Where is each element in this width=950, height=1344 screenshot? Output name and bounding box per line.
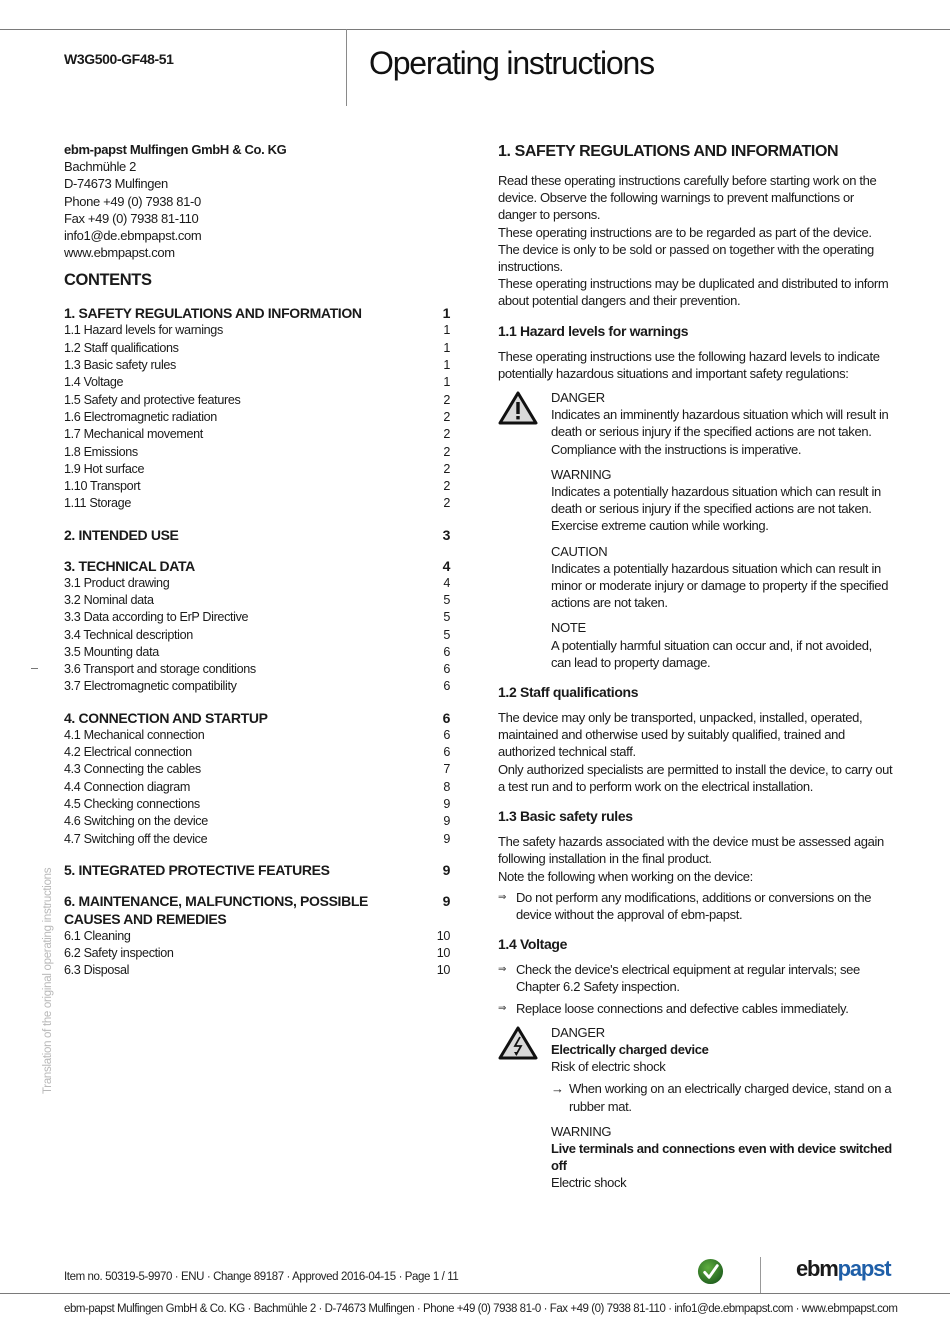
toc-entry[interactable]: 4.4 Connection diagram 8 bbox=[64, 779, 450, 794]
toc-section-6 bbox=[64, 892, 450, 980]
list-item: ⇒ Do not perform any modifications, additions or conversions on the device without the approval of ebm-papst. bbox=[498, 889, 872, 922]
toc-heading[interactable]: 5. INTEGRATED PROTECTIVE FEATURES 9 bbox=[64, 861, 450, 878]
footer-address: ebm-papst Mulfingen GmbH & Co. KG · Bachmühle 2 · D-74673 Mulfingen · Phone +49 (0) 7938 81-0 · Fax +49 (0) 7938 81-110 · info1@de.ebmpapst.com · www.ebmpapst.com bbox=[64, 1303, 898, 1315]
toc-entry[interactable]: 4.5 Checking connections 9 bbox=[64, 796, 450, 811]
subsection-title: 1.1 Hazard levels for warnings bbox=[498, 322, 689, 339]
hazard-note: NOTE A potentially harmful situation can occur and, if not avoided, can lead to property damage. bbox=[551, 620, 872, 670]
contents-title: CONTENTS bbox=[64, 271, 152, 290]
address-city: D-74673 Mulfingen bbox=[64, 176, 168, 192]
model-number: W3G500-GF48-51 bbox=[64, 51, 174, 67]
translation-note: Translation of the original operating instructions bbox=[42, 867, 54, 1094]
toc-entry[interactable]: 3.2 Nominal data 5 bbox=[64, 592, 450, 607]
right-column bbox=[498, 141, 893, 1200]
toc-entry[interactable]: 6.3 Disposal 10 bbox=[64, 963, 450, 978]
toc-entry[interactable]: 4.2 Electrical connection 6 bbox=[64, 745, 450, 760]
toc-entry[interactable]: 3.3 Data according to ErP Directive 5 bbox=[64, 610, 450, 625]
toc-entry[interactable]: 3.6 Transport and storage conditions 6 bbox=[64, 662, 450, 677]
hazard-caution: CAUTION Indicates a potentially hazardous situation which can result in minor or moderate injury or damage to property if the specified actions are not taken. bbox=[551, 543, 889, 611]
voltage-hazards bbox=[498, 1024, 893, 1192]
document-title: Operating instructions bbox=[369, 45, 654, 81]
toc-entry[interactable]: 3.1 Product drawing 4 bbox=[64, 575, 450, 590]
subsection-title: 1.3 Basic safety rules bbox=[498, 808, 633, 825]
toc-heading[interactable]: 1. SAFETY REGULATIONS AND INFORMATION 1 bbox=[64, 305, 450, 322]
toc-entry[interactable]: 6.1 Cleaning 10 bbox=[64, 928, 450, 943]
list-item: ⇒ Replace loose connections and defective cables immediately. bbox=[498, 1000, 849, 1016]
hazard-danger: DANGER Indicates an imminently hazardous situation which will result in death or serious injury if the specified actions are not taken. Compliance with the instructions is imperative. bbox=[551, 390, 889, 457]
company-name: ebm-papst Mulfingen GmbH & Co. KG bbox=[64, 142, 287, 157]
toc-entry[interactable]: 4.3 Connecting the cables 7 bbox=[64, 762, 450, 777]
toc-entry[interactable]: 1.3 Basic safety rules 1 bbox=[64, 358, 450, 373]
toc-entry[interactable]: 1.11 Storage 2 bbox=[64, 496, 450, 511]
toc-entry[interactable]: 4.7 Switching off the device 9 bbox=[64, 831, 450, 846]
toc-entry[interactable]: 1.10 Transport 2 bbox=[64, 479, 450, 494]
header-rule bbox=[0, 29, 950, 30]
paragraph: The device may only be transported, unpacked, installed, operated, maintained and otherwise used by suitably qualified, trained and authorized technical staff. bbox=[498, 710, 863, 760]
paragraph: The safety hazards associated with the device must be assessed again following installation in the final product. bbox=[498, 834, 884, 867]
fold-mark bbox=[31, 668, 38, 669]
toc-section-4 bbox=[64, 709, 450, 848]
paragraph: Only authorized specialists are permitted to install the device, to carry out a test run and to perform work on the electrical installation. bbox=[498, 761, 893, 794]
voltage-danger: DANGER Electrically charged device Risk of electric shock → When working on an electrically charged device, stand on a rubber mat. bbox=[551, 1024, 892, 1114]
paragraph: Read these operating instructions carefully before starting work on the device. Observe the following warnings to prevent malfunctions or danger to persons. bbox=[498, 173, 877, 223]
document-meta: Item no. 50319-5-9970 · ENU · Change 89187 · Approved 2016-04-15 · Page 1 / 11 bbox=[64, 1271, 459, 1283]
footer-rule bbox=[0, 1293, 950, 1294]
toc-heading[interactable]: 2. INTENDED USE 3 bbox=[64, 526, 450, 543]
subsection-title: 1.4 Voltage bbox=[498, 936, 568, 953]
paragraph: Note the following when working on the device: bbox=[498, 868, 753, 884]
section-title: 1. SAFETY REGULATIONS AND INFORMATION bbox=[498, 143, 839, 160]
electric-shock-icon bbox=[498, 1026, 538, 1060]
toc-entry[interactable]: 1.1 Hazard levels for warnings 1 bbox=[64, 323, 450, 338]
address-email[interactable]: info1@de.ebmpapst.com bbox=[64, 228, 202, 244]
toc-heading[interactable]: 6. MAINTENANCE, MALFUNCTIONS, POSSIBLE CAUSES AND REMEDIES 9 bbox=[64, 892, 450, 927]
toc-entry[interactable]: 1.5 Safety and protective features 2 bbox=[64, 392, 450, 407]
footer-divider bbox=[760, 1257, 761, 1293]
voltage-warning: WARNING Live terminals and connections even with device switched off Electric shock bbox=[551, 1123, 892, 1191]
toc-heading[interactable]: 3. TECHNICAL DATA 4 bbox=[64, 557, 450, 574]
toc-entry[interactable]: 1.2 Staff qualifications 1 bbox=[64, 340, 450, 355]
double-arrow-icon: ⇒ bbox=[498, 1002, 507, 1014]
address-web[interactable]: www.ebmpapst.com bbox=[64, 245, 175, 261]
toc-entry[interactable]: 3.4 Technical description 5 bbox=[64, 627, 450, 642]
toc-section-3 bbox=[64, 557, 450, 696]
ebmpapst-logo: ebmpapst bbox=[796, 1256, 891, 1281]
right-arrow-icon: → bbox=[551, 1081, 564, 1097]
toc-entry[interactable]: 1.9 Hot surface 2 bbox=[64, 461, 450, 476]
toc-entry[interactable]: 1.6 Electromagnetic radiation 2 bbox=[64, 409, 450, 424]
action-item: → When working on an electrically charged device, stand on a rubber mat. bbox=[551, 1081, 892, 1114]
toc-entry[interactable]: 1.8 Emissions 2 bbox=[64, 444, 450, 459]
paragraph: These operating instructions use the following hazard levels to indicate potentially hazardous situations and important safety regulations: bbox=[498, 348, 880, 381]
toc-entry[interactable]: 1.7 Mechanical movement 2 bbox=[64, 427, 450, 442]
toc-heading[interactable]: 4. CONNECTION AND STARTUP 6 bbox=[64, 709, 450, 726]
subsection-title: 1.2 Staff qualifications bbox=[498, 684, 639, 701]
left-column bbox=[64, 141, 450, 993]
double-arrow-icon: ⇒ bbox=[498, 891, 507, 903]
toc-entry[interactable]: 6.2 Safety inspection 10 bbox=[64, 946, 450, 961]
header-divider bbox=[346, 29, 347, 106]
toc-entry[interactable]: 4.1 Mechanical connection 6 bbox=[64, 727, 450, 742]
address-fax: Fax +49 (0) 7938 81-110 bbox=[64, 210, 199, 226]
toc-entry[interactable]: 1.4 Voltage 1 bbox=[64, 375, 450, 390]
toc-section-5 bbox=[64, 861, 450, 879]
toc-section-1 bbox=[64, 304, 450, 512]
hazard-levels bbox=[498, 389, 893, 671]
company-address bbox=[64, 141, 450, 261]
list-item: ⇒ Check the device's electrical equipment at regular intervals; see Chapter 6.2 Safety inspection. bbox=[498, 962, 860, 995]
toc-entry[interactable]: 3.5 Mounting data 6 bbox=[64, 644, 450, 659]
toc-entry[interactable]: 4.6 Switching on the device 9 bbox=[64, 814, 450, 829]
address-phone: Phone +49 (0) 7938 81-0 bbox=[64, 193, 201, 209]
paragraph: These operating instructions may be duplicated and distributed to inform about potential dangers and their prevention. bbox=[498, 276, 889, 309]
warning-triangle-icon bbox=[498, 391, 538, 425]
toc-entry[interactable]: 3.7 Electromagnetic compatibility 6 bbox=[64, 679, 450, 694]
double-arrow-icon: ⇒ bbox=[498, 964, 507, 976]
address-street: Bachmühle 2 bbox=[64, 159, 137, 175]
paragraph: These operating instructions are to be regarded as part of the device. The device is only to be sold or passed on together with the operating instructions. bbox=[498, 224, 874, 275]
greentech-badge-icon bbox=[697, 1258, 724, 1285]
toc-section-2 bbox=[64, 526, 450, 544]
hazard-warning: WARNING Indicates a potentially hazardous situation which can result in death or serious injury if the specified actions are not taken. Exercise extreme caution while working. bbox=[551, 466, 881, 534]
table-of-contents bbox=[64, 304, 450, 979]
